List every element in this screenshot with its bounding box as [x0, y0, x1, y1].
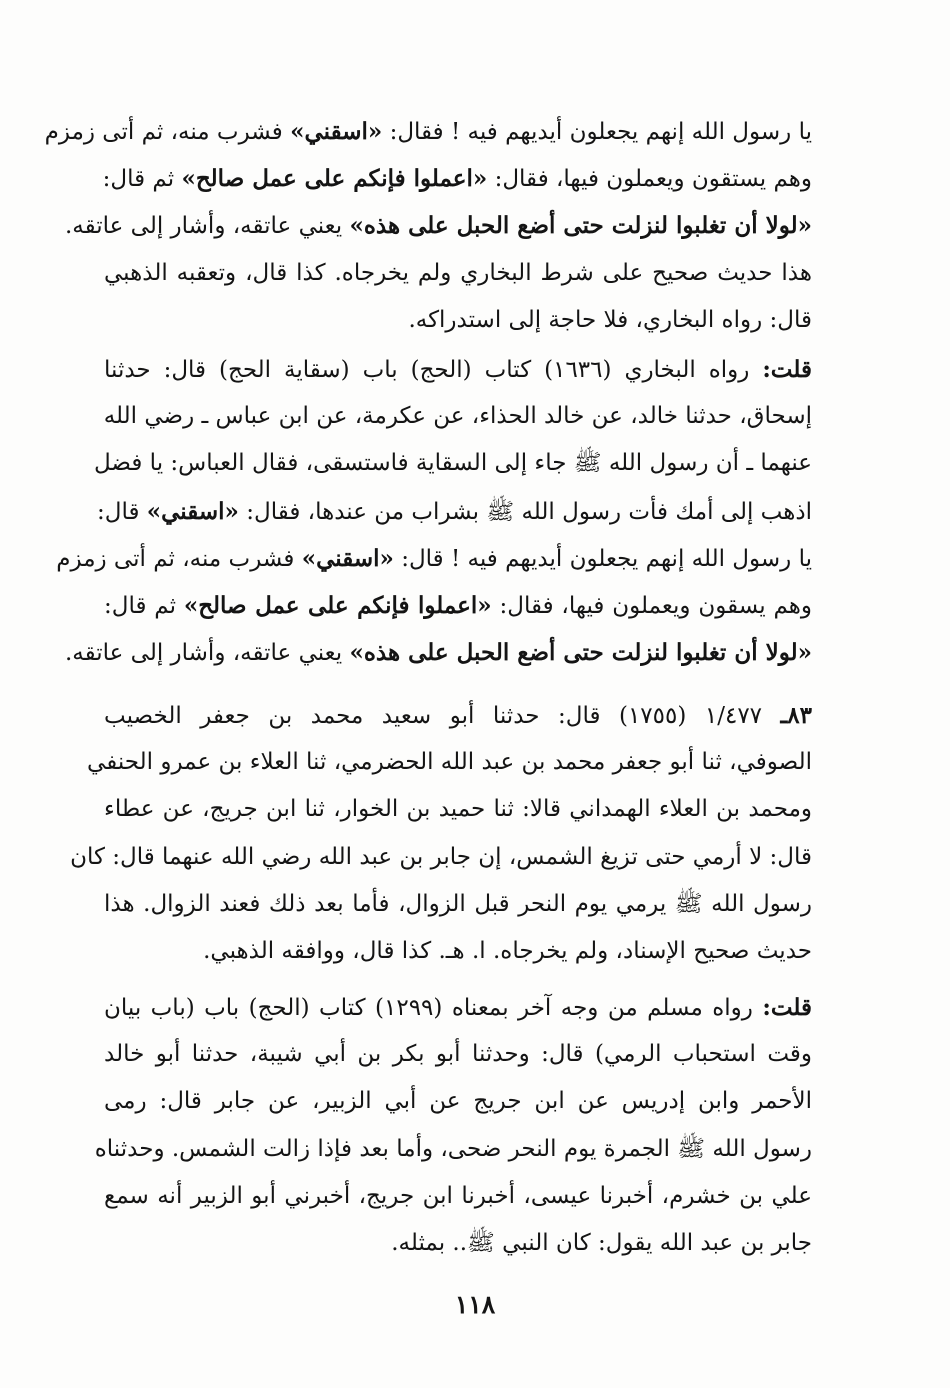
text-line: وهم يسقون ويعملون فيها، فقال: «اعملوا فإنكم على عمل صالح» ثم قال:	[104, 591, 813, 619]
text-line: وهم يستقون ويعملون فيها، فقال: «اعملوا فإنكم على عمل صالح» ثم قال:	[102, 165, 812, 193]
hadith-number: ٨٣ـ	[780, 702, 813, 729]
text-line: قال: لا أرمي حتى تزيغ الشمس، إن جابر بن عبد الله رضي الله عنهما قال: كان	[70, 843, 812, 870]
text-line: قلت: رواه مسلم من وجه آخر بمعناه (١٢٩٩) كتاب (الحج) باب (باب بيان	[104, 994, 813, 1021]
text-line: حديث صحيح الإسناد، ولم يخرجاه. ا. هـ. كذا قال، ووافقه الذهبي.	[203, 937, 812, 964]
commentary-label: قلت:	[762, 994, 813, 1021]
text-line: وقت استحباب الرمي) قال: وحدثنا أبو بكر بن أبي شيبة، حدثنا أبو خالد	[104, 1041, 812, 1068]
text-line: جابر بن عبد الله يقول: كان النبي ﷺ.. بمثله.	[391, 1229, 812, 1256]
text-line: «لولا أن تغلبوا لنزلت حتى أضع الحبل على هذه» يعني عاتقه، وأشار إلى عاتقه.	[64, 639, 812, 667]
paragraph-hadith-text	[44, 108, 812, 344]
text-line: علي بن خشرم، أخبرنا عيسى، أخبرنا ابن جريج، أخبرني أبو الزبير أنه سمع	[104, 1182, 812, 1209]
paragraph-commentary-muslim	[94, 984, 813, 1267]
text-line: رسول الله ﷺ يرمي يوم النحر قبل الزوال، فأما بعد ذلك فعند الزوال. هذا	[104, 890, 812, 917]
text-line: يا رسول الله إنهم يجعلون أيديهم فيه ! قال: «اسقني» فشرب منه، ثم أتى زمزم	[56, 544, 812, 572]
paragraph-commentary-bukhari	[56, 346, 813, 676]
text-line: رسول الله ﷺ الجمرة يوم النحر ضحى، وأما بعد فإذا زالت الشمس. وحدثناه	[94, 1135, 812, 1162]
text-line: يا رسول الله إنهم يجعلون أيديهم فيه ! فقال: «اسقني» فشرب منه، ثم أتى زمزم	[44, 118, 812, 145]
text-line: عنهما ـ أن رسول الله ﷺ جاء إلى السقاية فاستسقى، فقال العباس: يا فضل	[94, 450, 812, 477]
text-line: قال: رواه البخاري، فلا حاجة إلى استدراكه.	[408, 306, 812, 333]
text-line: هذا حديث صحيح على شرط البخاري ولم يخرجاه. كذا قال، وتعقبه الذهبي	[104, 259, 812, 286]
page-number: ١١٨	[454, 1290, 496, 1319]
text-line: اذهب إلى أمك فأت رسول الله ﷺ بشراب من عندها، فقال: «اسقني» قال:	[96, 497, 812, 525]
paragraph-hadith-83	[70, 692, 813, 975]
text-line: الصوفي، ثنا أبو جعفر محمد بن عبد الله الحضرمي، ثنا العلاء بن عمرو الحنفي	[87, 749, 812, 776]
commentary-label: قلت:	[762, 356, 812, 383]
text-line: إسحاق، حدثنا خالد، عن خالد الحذاء، عن عكرمة، عن ابن عباس ـ رضي الله	[103, 403, 812, 430]
text-line: ومحمد بن العلاء الهمداني قالا: ثنا حميد بن الخوار، ثنا ابن جريج، عن عطاء	[104, 796, 812, 823]
text-line: ٨٣ـ ١/٤٧٧ (١٧٥٥) قال: حدثنا أبو سعيد محمد بن جعفر الخصيب	[104, 702, 813, 729]
text-line: الأحمر وابن إدريس عن ابن جريج عن أبي الزبير، عن جابر قال: رمى	[104, 1088, 812, 1115]
text-line: «لولا أن تغلبوا لنزلت حتى أضع الحبل على هذه» يعني عاتقه، وأشار إلى عاتقه.	[64, 212, 812, 240]
text-line: قلت: رواه البخاري (١٦٣٦) كتاب (الحج) باب (سقاية الحج) قال: حدثنا	[104, 356, 812, 383]
